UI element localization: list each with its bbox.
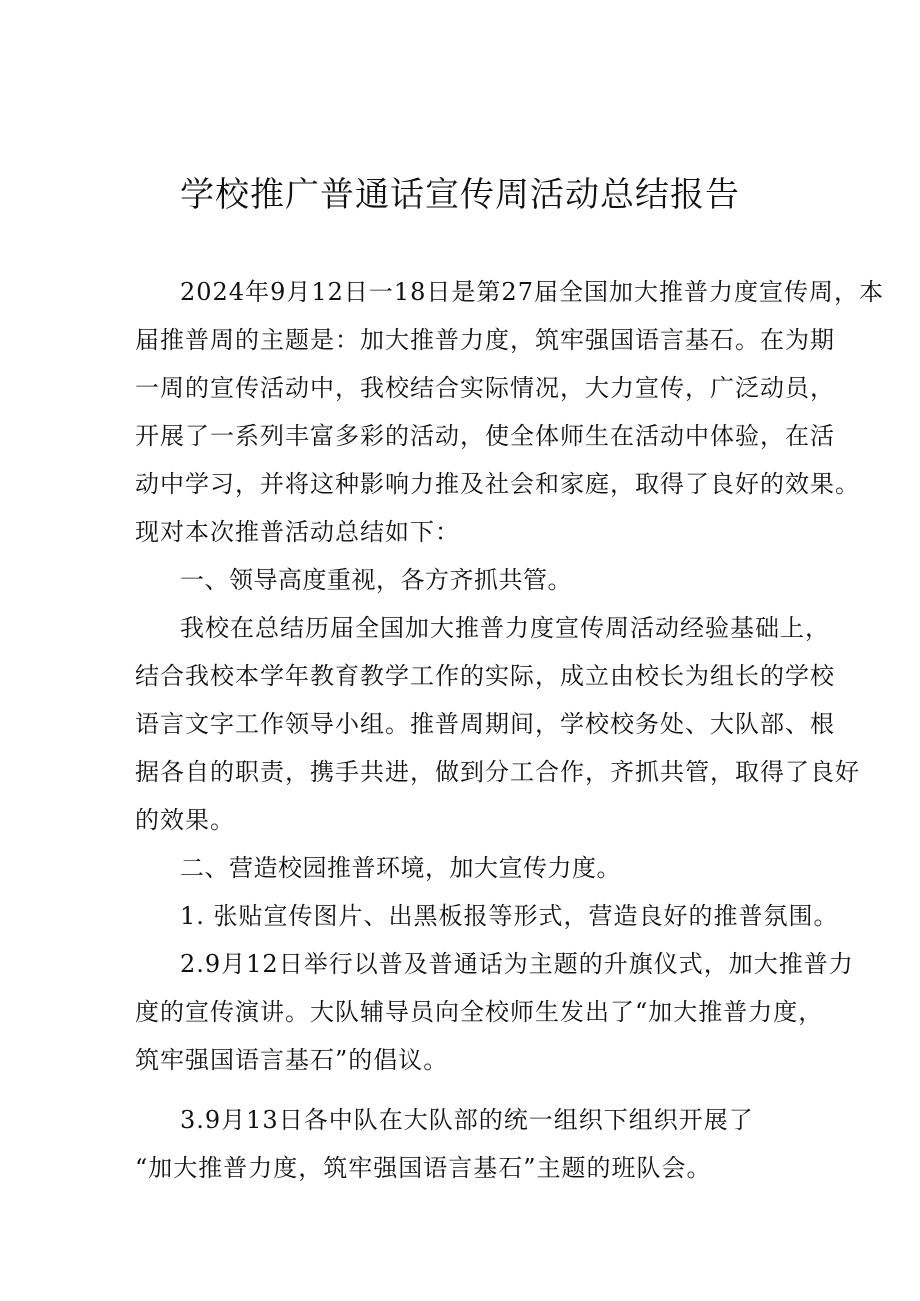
list-item-line: 1. 张贴宣传图片、出黑板报等形式，营造良好的推普氛围。	[180, 902, 839, 930]
list-item-line: 2.9月12日举行以普及普通话为主题的升旗仪式，加大推普力	[180, 950, 854, 978]
paragraph-line: 一周的宣传活动中，我校结合实际情况，大力宣传，广泛动员，	[135, 374, 835, 402]
paragraph-line: 我校在总结历届全国加大推普力度宣传周活动经验基础上，	[180, 614, 830, 642]
paragraph-line: 2024年9月12日一18日是第27届全国加大推普力度宣传周，本	[180, 278, 884, 306]
paragraph-line: 动中学习，并将这种影响力推及社会和家庭，取得了良好的效果。	[135, 470, 860, 498]
list-item-line: 筑牢强国语言基石”的倡议。	[135, 1046, 449, 1074]
paragraph-line: 的效果。	[135, 806, 235, 834]
paragraph-line: 开展了一系列丰富多彩的活动，使全体师生在活动中体验，在活	[135, 422, 835, 450]
list-item-line: “加大推普力度，筑牢强国语言基石”主题的班队会。	[135, 1154, 712, 1182]
paragraph-line: 届推普周的主题是：加大推普力度，筑牢强国语言基石。在为期	[135, 326, 835, 354]
section-heading: 一、领导高度重视，各方齐抓共管。	[180, 566, 572, 594]
document-title: 学校推广普通话宣传周活动总结报告	[180, 175, 740, 215]
paragraph-line: 现对本次推普活动总结如下：	[135, 518, 460, 546]
paragraph-line: 语言文字工作领导小组。推普周期间，学校校务处、大队部、根	[135, 710, 835, 738]
paragraph-line: 据各自的职责，携手共进，做到分工合作，齐抓共管，取得了良好	[135, 758, 860, 786]
paragraph-line: 结合我校本学年教育教学工作的实际，成立由校长为组长的学校	[135, 662, 835, 690]
list-item-line: 3.9月13日各中队在大队部的统一组织下组织开展了	[180, 1106, 754, 1134]
section-heading: 二、营造校园推普环境，加大宣传力度。	[180, 854, 621, 882]
list-item-line: 度的宣传演讲。大队辅导员向全校师生发出了“加大推普力度，	[135, 998, 824, 1026]
